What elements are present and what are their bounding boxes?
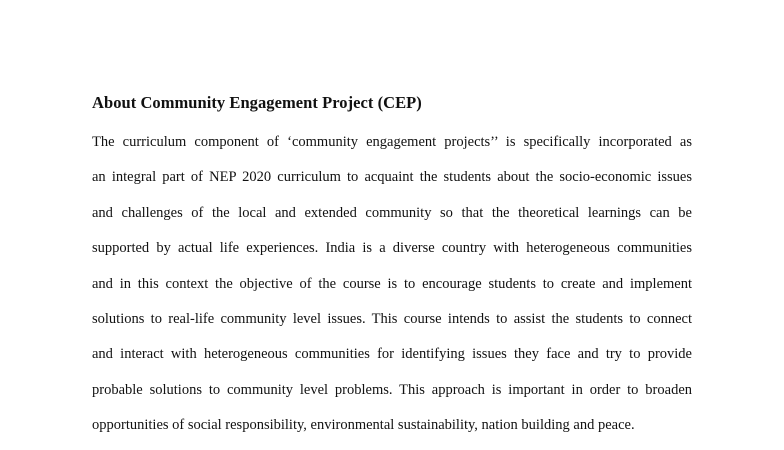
paragraph-line: The curriculum component of ‘community engagement projects’’ is specifically incorporated as — [92, 134, 692, 150]
section-heading: About Community Engagement Project (CEP) — [92, 93, 422, 112]
body-paragraph — [92, 131, 692, 450]
paragraph-line: and challenges of the local and extended community so that the theoretical learnings can be — [92, 204, 692, 221]
paragraph-line: opportunities of social responsibility, environmental sustainability, nation building and peace. — [92, 417, 635, 434]
paragraph-line: solutions to real-life community level issues. This course intends to assist the students to connect — [92, 310, 692, 327]
paragraph-line: and in this context the objective of the course is to encourage students to create and implement — [92, 275, 692, 292]
paragraph-line: supported by actual life experiences. India is a diverse country with heterogeneous communities — [92, 240, 692, 257]
paragraph-line: probable solutions to community level problems. This approach is important in order to broaden — [92, 381, 692, 398]
paragraph-line: and interact with heterogeneous communities for identifying issues they face and try to provide — [92, 346, 692, 363]
paragraph-line: an integral part of NEP 2020 curriculum to acquaint the students about the socio-economic issues — [92, 169, 692, 186]
